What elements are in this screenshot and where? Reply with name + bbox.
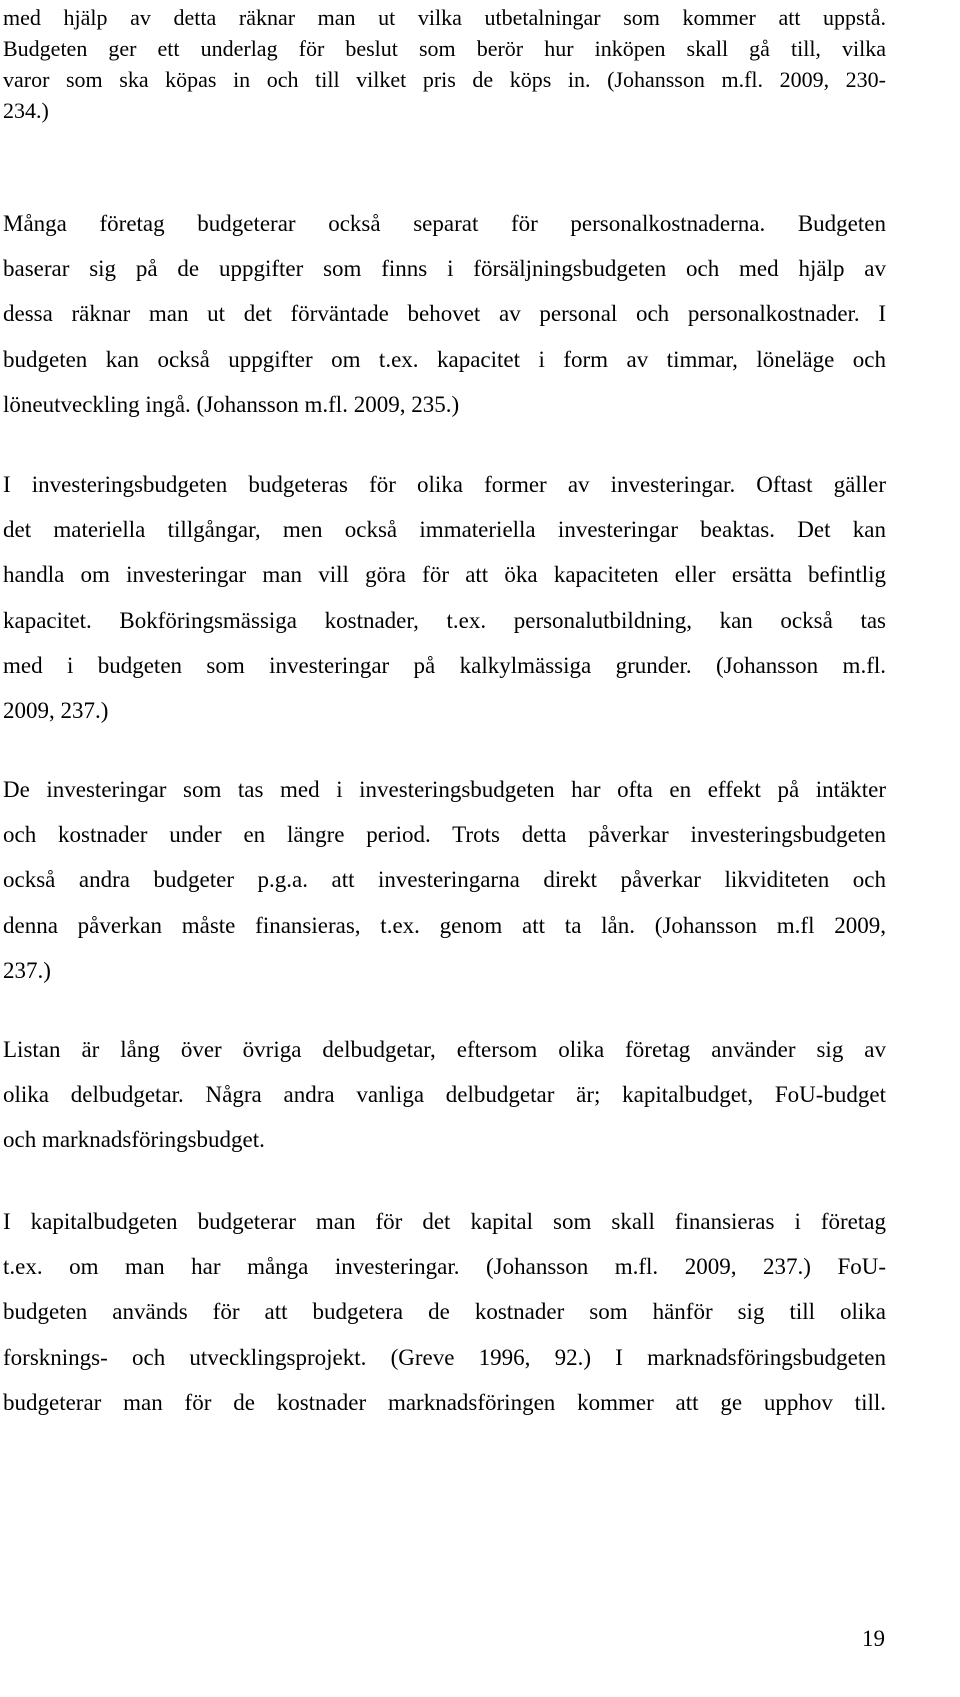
text-line: löneutveckling ingå. (Johansson m.fl. 2009, 235.) — [3, 391, 460, 417]
text-line: kapacitet. Bokföringsmässiga kostnader, t.ex. personalutbildning, kan också tas — [3, 607, 886, 633]
text-line: budgeterar man för de kostnader marknadsföringen kommer att ge upphov till. — [3, 1389, 886, 1415]
text-line: dessa räknar man ut det förväntade behovet av personal och personalkostnader. I — [3, 301, 886, 327]
paragraph-investment-budget — [0, 462, 960, 733]
text-line: 2009, 237.) — [3, 697, 109, 723]
text-line: och marknadsföringsbudget. — [3, 1127, 265, 1153]
text-line: Många företag budgeterar också separat för personalkostnaderna. Budgeten — [3, 211, 886, 236]
text-line: t.ex. om man har många investeringar. (Johansson m.fl. 2009, 237.) FoU- — [3, 1254, 886, 1280]
text-line: 237.) — [3, 957, 51, 983]
text-line: budgeten kan också uppgifter om t.ex. kapacitet i form av timmar, löneläge och — [3, 346, 886, 372]
paragraph-other-sub-budgets — [0, 1027, 960, 1163]
text-line: och kostnader under en längre period. Trots detta påverkar investeringsbudgeten — [3, 822, 886, 848]
text-line: olika delbudgetar. Några andra vanliga delbudgetar är; kapitalbudget, FoU-budget — [3, 1082, 886, 1108]
text-line: forsknings- och utvecklingsprojekt. (Greve 1996, 92.) I marknadsföringsbudgeten — [3, 1344, 886, 1370]
paragraph-intro-continued — [0, 2, 960, 126]
text-line: med hjälp av detta räknar man ut vilka utbetalningar som kommer att uppstå. — [3, 5, 886, 30]
text-line: handla om investeringar man vill göra för att öka kapaciteten eller ersätta befintlig — [3, 562, 886, 588]
paragraph-personnel-budget — [0, 201, 960, 427]
paragraph-capital-rd-marketing — [0, 1199, 960, 1425]
text-line: det materiella tillgångar, men också immateriella investeringar beaktas. Det kan — [3, 517, 886, 543]
text-line: med i budgeten som investeringar på kalkylmässiga grunder. (Johansson m.fl. — [3, 652, 886, 678]
text-line: baserar sig på de uppgifter som finns i försäljningsbudgeten och med hjälp av — [3, 256, 886, 282]
text-line: Listan är lång över övriga delbudgetar, eftersom olika företag använder sig av — [3, 1037, 886, 1062]
text-line: också andra budgeter p.g.a. att investeringarna direkt påverkar likviditeten och — [3, 867, 886, 893]
text-line: I investeringsbudgeten budgeteras för olika former av investeringar. Oftast gäller — [3, 472, 886, 497]
page-number: 19 — [862, 1626, 885, 1651]
text-line: Budgeten ger ett underlag för beslut som berör hur inköpen skall gå till, vilka — [3, 36, 886, 61]
paragraph-investment-effects — [0, 767, 960, 993]
text-line: budgeten används för att budgetera de kostnader som hänför sig till olika — [3, 1299, 886, 1325]
text-line: denna påverkan måste finansieras, t.ex. genom att ta lån. (Johansson m.fl 2009, — [3, 912, 886, 938]
text-line: De investeringar som tas med i investeringsbudgeten har ofta en effekt på intäkter — [3, 777, 886, 802]
text-line: 234.) — [3, 98, 49, 123]
text-line: varor som ska köpas in och till vilket pris de köps in. (Johansson m.fl. 2009, 230- — [3, 67, 886, 92]
text-line: I kapitalbudgeten budgeterar man för det kapital som skall finansieras i företag — [3, 1209, 886, 1234]
